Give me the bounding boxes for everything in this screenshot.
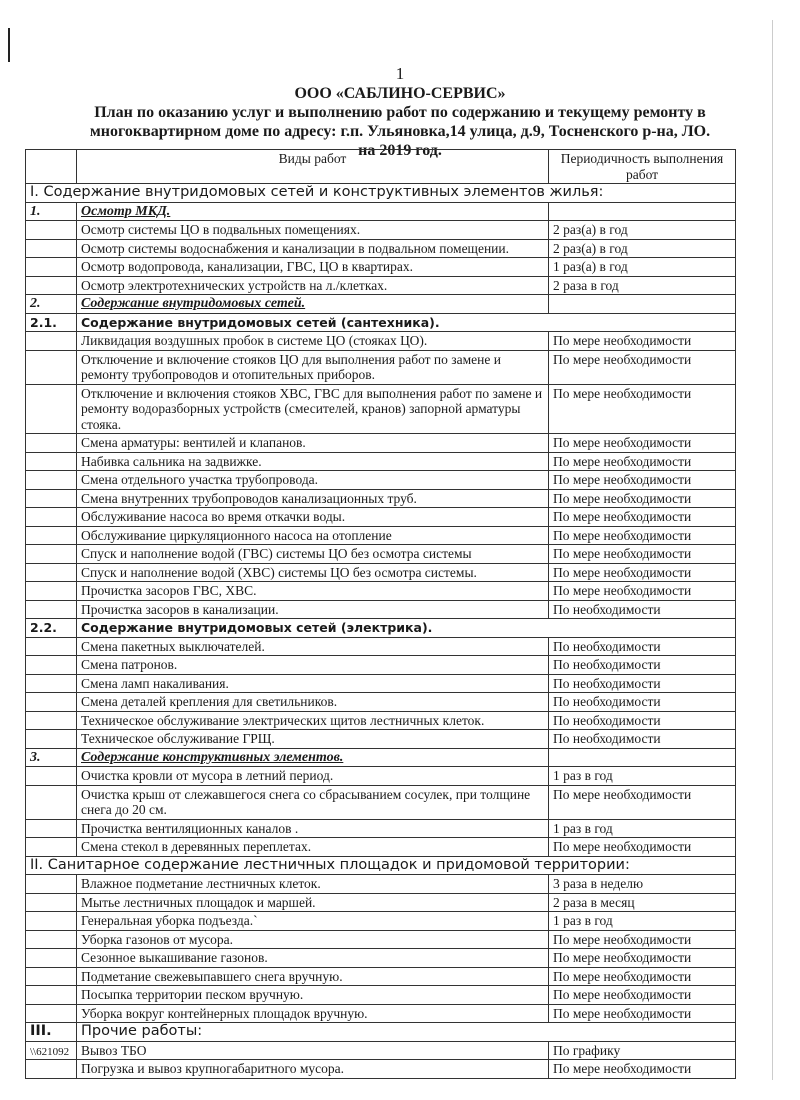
table-row [26,637,736,656]
row-number-cell [26,582,77,601]
work-periodicity: По мере необходимости [549,785,736,819]
table-row [26,967,736,986]
work-periodicity: 3 раза в неделю [549,875,736,894]
section-heading-row [26,184,736,203]
work-description: Обслуживание насоса во время откачки воды. [77,508,549,527]
header-period-cell: Периодичность выполнения работ [549,150,736,184]
subsubsection-number: 2.2. [26,619,77,638]
table-row [26,693,736,712]
work-periodicity: 1 раз в год [549,912,736,931]
table-row [26,434,736,453]
row-number-cell [26,489,77,508]
table-row [26,452,736,471]
row-number-cell [26,258,77,277]
table-row [26,600,736,619]
row-number-cell [26,332,77,351]
row-number-cell [26,637,77,656]
row-number-cell [26,967,77,986]
work-description: Смена стекол в деревянных переплетах. [77,838,549,857]
work-description: Мытье лестничных площадок и маршей. [77,893,549,912]
scan-edge-line [772,20,773,1080]
work-description: Смена ламп накаливания. [77,674,549,693]
subsection-title-text: Содержание конструктивных элементов. [81,749,344,765]
table-row [26,489,736,508]
work-periodicity: 2 раза в месяц [549,893,736,912]
work-description: Спуск и наполнение водой (ХВС) системы ЦО без осмотра системы. [77,563,549,582]
table-row [26,471,736,490]
row-number-cell [26,912,77,931]
work-periodicity: По необходимости [549,656,736,675]
page-number: 1 [395,64,405,83]
table-row [26,656,736,675]
work-description: Смена внутренних трубопроводов канализационных труб. [77,489,549,508]
table-row [26,711,736,730]
work-description: Погрузка и вывоз крупногабаритного мусора. [77,1060,549,1079]
table-row [26,838,736,857]
table-row [26,563,736,582]
work-periodicity: 2 раз(а) в год [549,221,736,240]
row-number-cell [26,452,77,471]
work-description: Смена арматуры: вентилей и клапанов. [77,434,549,453]
work-description: Посыпка территории песком вручную. [77,986,549,1005]
subsection-title [77,295,549,314]
work-description: Очистка кровли от мусора в летний период. [77,767,549,786]
section-heading: I. Содержание внутридомовых сетей и конструктивных элементов жилья: [26,184,736,203]
row-number-cell [26,239,77,258]
work-description: Прочистка вентиляционных каналов . [77,819,549,838]
work-description: Очистка крыш от слежавшегося снега со сбрасыванием сосулек, при толщине снега до 20 см. [77,785,549,819]
table-row [26,258,736,277]
document-year: на 2019 год. [358,142,442,159]
table-row [26,239,736,258]
works-table [25,149,736,1079]
table-row [26,1060,736,1079]
table-header-row [26,150,736,184]
table-row [26,819,736,838]
section-heading-row [26,856,736,875]
work-description: Смена патронов. [77,656,549,675]
section-heading: Прочие работы: [77,1023,736,1042]
subsection-number: 2. [26,295,77,314]
work-periodicity: По мере необходимости [549,434,736,453]
document-subtitle: План по оказанию услуг и выполнению работ по содержанию и текущему ремонту в многоквартирном доме по адресу: г.п. Ульяновка,14 улица, д.9, Тосненского р-на, ЛО. [89,104,711,140]
subsubsection-title: Содержание внутридомовых сетей (сантехника). [77,313,736,332]
work-periodicity: По мере необходимости [549,384,736,434]
row-number-cell [26,674,77,693]
table-row [26,912,736,931]
work-description: Обслуживание циркуляционного насоса на отопление [77,526,549,545]
work-description: Прочистка засоров в канализации. [77,600,549,619]
table-row [26,986,736,1005]
work-description: Отключение и включения стояков ХВС, ГВС для выполнения работ по замене и ремонту водоразборных устройств (смесителей, кранов) запорной арматуры стояка. [77,384,549,434]
row-number-cell [26,986,77,1005]
row-number-cell [26,767,77,786]
table-row [26,1041,736,1060]
subsubsection-title: Содержание внутридомовых сетей (электрика). [77,619,736,638]
table-row [26,930,736,949]
work-description: Техническое обслуживание ГРЩ. [77,730,549,749]
subsection-row [26,748,736,767]
subsection-number: 1. [26,202,77,221]
work-description: Подметание свежевыпавшего снега вручную. [77,967,549,986]
row-number-cell [26,949,77,968]
subsection-number: 3. [26,748,77,767]
work-description: Уборка газонов от мусора. [77,930,549,949]
table-row [26,508,736,527]
work-description: Отключение и включение стояков ЦО для выполнения работ по замене и ремонту трубопроводов и отопительных приборов. [77,350,549,384]
work-periodicity: По мере необходимости [549,582,736,601]
work-periodicity: По необходимости [549,730,736,749]
row-number-cell [26,545,77,564]
work-periodicity: 2 раз(а) в год [549,239,736,258]
row-number-cell [26,693,77,712]
row-number-cell [26,893,77,912]
table-row [26,332,736,351]
subsection-title [77,748,549,767]
work-description: Смена отдельного участка трубопровода. [77,471,549,490]
work-periodicity: По мере необходимости [549,1060,736,1079]
row-number-cell [26,508,77,527]
table-row [26,545,736,564]
table-row [26,893,736,912]
row-number-cell [26,384,77,434]
work-periodicity: По мере необходимости [549,526,736,545]
subsubsection-row [26,619,736,638]
work-description: Техническое обслуживание электрических щитов лестничных клеток. [77,711,549,730]
row-number-cell [26,656,77,675]
work-periodicity: 1 раз в год [549,819,736,838]
subsection-title [77,202,549,221]
table-row [26,526,736,545]
subsubsection-number: 2.1. [26,313,77,332]
work-description: Ликвидация воздушных пробок в системе ЦО (стояках ЦО). [77,332,549,351]
work-description: Осмотр электротехнических устройств на л./клетках. [77,276,549,295]
work-periodicity: 1 раз(а) в год [549,258,736,277]
row-number-cell [26,730,77,749]
row-number-cell [26,785,77,819]
row-number-cell [26,819,77,838]
work-description: Осмотр водопровода, канализации, ГВС, ЦО в квартирах. [77,258,549,277]
row-number-cell [26,221,77,240]
work-periodicity: По необходимости [549,637,736,656]
scan-artifact-mark [8,28,10,62]
table-row [26,276,736,295]
subsection-row [26,202,736,221]
table-row [26,582,736,601]
work-description: Прочистка засоров ГВС, ХВС. [77,582,549,601]
work-description: Осмотр системы ЦО в подвальных помещениях. [77,221,549,240]
table-row [26,730,736,749]
table-row [26,674,736,693]
work-description: Влажное подметание лестничных клеток. [77,875,549,894]
work-periodicity: По мере необходимости [549,471,736,490]
work-periodicity: 2 раза в год [549,276,736,295]
work-periodicity: По необходимости [549,600,736,619]
work-periodicity: По необходимости [549,693,736,712]
work-periodicity: По мере необходимости [549,967,736,986]
table-row [26,785,736,819]
table-row [26,1004,736,1023]
header-work-cell: Виды работ [77,150,549,184]
work-periodicity: 1 раз в год [549,767,736,786]
work-description: Спуск и наполнение водой (ГВС) системы ЦО без осмотра системы [77,545,549,564]
subsubsection-row [26,313,736,332]
row-number-cell [26,350,77,384]
work-periodicity: По мере необходимости [549,545,736,564]
table-row [26,350,736,384]
work-periodicity: По мере необходимости [549,452,736,471]
work-description: Сезонное выкашивание газонов. [77,949,549,968]
row-number-cell [26,434,77,453]
work-description: Смена деталей крепления для светильников. [77,693,549,712]
document-code: \\621092 [30,1046,70,1058]
work-periodicity: По мере необходимости [549,508,736,527]
header-num-cell [26,150,77,184]
work-periodicity: По мере необходимости [549,838,736,857]
row-number-cell [26,930,77,949]
row-number-cell [26,838,77,857]
row-number-cell [26,471,77,490]
section-heading: II. Санитарное содержание лестничных площадок и придомовой территории: [26,856,736,875]
work-description: Генеральная уборка подъезда.` [77,912,549,931]
work-periodicity: По мере необходимости [549,930,736,949]
row-number-cell [26,1004,77,1023]
period-cell [549,748,736,767]
row-number-cell [26,563,77,582]
period-cell [549,202,736,221]
work-description: Уборка вокруг контейнерных площадок вручную. [77,1004,549,1023]
row-number-cell [26,1060,77,1079]
subsection-title-text: Содержание внутридомовых сетей. [81,296,306,311]
work-periodicity: По мере необходимости [549,949,736,968]
row-number-cell [26,600,77,619]
work-periodicity: По мере необходимости [549,489,736,508]
work-periodicity: По мере необходимости [549,332,736,351]
row-number-cell [26,711,77,730]
work-description: Смена пакетных выключателей. [77,637,549,656]
row-number-cell [26,276,77,295]
work-description: Осмотр системы водоснабжения и канализации в подвальном помещении. [77,239,549,258]
row-number-cell [26,875,77,894]
table-row [26,384,736,434]
table-row [26,949,736,968]
work-periodicity: По мере необходимости [549,986,736,1005]
row-number-cell [26,526,77,545]
work-periodicity: По графику [549,1041,736,1060]
section-number: III. [26,1023,77,1042]
work-periodicity: По мере необходимости [549,1004,736,1023]
period-cell [549,295,736,314]
table-row [26,767,736,786]
table-row [26,221,736,240]
company-name: ООО «САБЛИНО-СЕРВИС» [294,85,506,102]
work-periodicity: По мере необходимости [549,563,736,582]
subsection-title-text: Осмотр МКД. [81,203,171,219]
table-row [26,875,736,894]
subsection-row [26,295,736,314]
work-description: Вывоз ТБО [77,1041,549,1060]
work-periodicity: По мере необходимости [549,350,736,384]
work-periodicity: По необходимости [549,674,736,693]
work-description: Набивка сальника на задвижке. [77,452,549,471]
section-heading-row [26,1023,736,1042]
work-periodicity: По необходимости [549,711,736,730]
